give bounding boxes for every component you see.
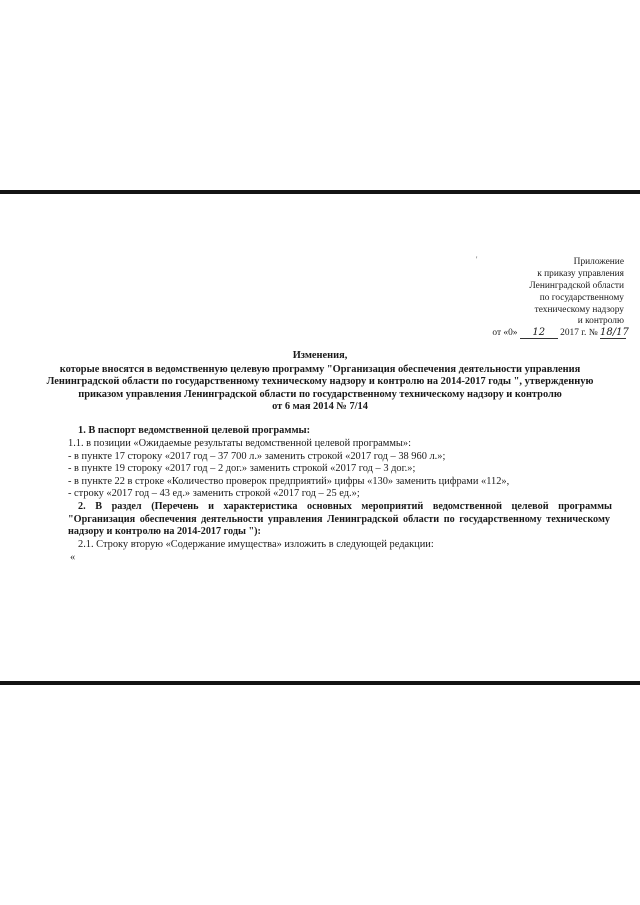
appendix-line: Приложение xyxy=(573,257,624,267)
date-month-handwritten: 12 xyxy=(520,327,558,339)
section1-1: 1.1. в позиции «Ожидаемые результаты ведомственной целевой программы»: xyxy=(68,438,411,449)
list-item: - в пункте 17 стороку «2017 год – 37 700 л.» заменить строкой «2017 год – 38 960 л.»; xyxy=(68,451,446,462)
subtitle-line: которые вносятся в ведомственную целевую программу "Организация обеспечения деятельности управления xyxy=(59,364,581,375)
section2-heading-line: "Организация обеспечения деятельности управления Ленинградской области по государственному техническому xyxy=(68,514,610,525)
subtitle-line: приказом управления Ленинградской области по государственному техническому надзору и контролю xyxy=(78,389,562,400)
section1-heading: 1. В паспорт ведомственной целевой программы: xyxy=(78,425,311,436)
list-item: - в пункте 19 стороку «2017 год – 2 дог.» заменить строкой «2017 год – 3 дог.»; xyxy=(68,463,416,474)
date-prefix: от «0» xyxy=(492,328,518,338)
scan-edge-top xyxy=(0,190,640,194)
appendix-line: Ленинградской области xyxy=(529,281,624,291)
section2-1: 2.1. Строку вторую «Содержание имущества» изложить в следующей редакции: xyxy=(78,539,434,550)
appendix-line: к приказу управления xyxy=(537,269,624,279)
list-item: - в пункте 22 в строке «Количество проверок предприятий» цифры «130» заменить цифрами «112», xyxy=(68,476,510,487)
appendix-line: и контролю xyxy=(577,316,624,326)
appendix-line: техническому надзору xyxy=(534,305,624,315)
document-title: Изменения, xyxy=(292,350,348,361)
order-number-handwritten: 18/17 xyxy=(600,327,629,338)
appendix-line: по государственному xyxy=(539,293,624,303)
open-quote: « xyxy=(70,552,76,563)
section2-heading-line: 2. В раздел (Перечень и характеристика основных мероприятий ведомственной целевой программы xyxy=(78,501,612,512)
section2-heading-line: надзору и контролю на 2014-2017 годы "): xyxy=(68,526,261,537)
list-item: - строку «2017 год – 43 ед.» заменить строкой «2017 год – 25 ед.»; xyxy=(68,488,360,499)
scan-speck: ' xyxy=(476,255,478,264)
appendix-date-line xyxy=(492,327,629,339)
scan-edge-bottom xyxy=(0,681,640,685)
date-year: 2017 г. № xyxy=(560,328,598,338)
subtitle-line: Ленинградской области по государственному техническому надзору и контролю на 2014-2017 годы ", утвержденную xyxy=(46,376,594,387)
subtitle-line: от 6 мая 2014 № 7/14 xyxy=(272,401,368,412)
